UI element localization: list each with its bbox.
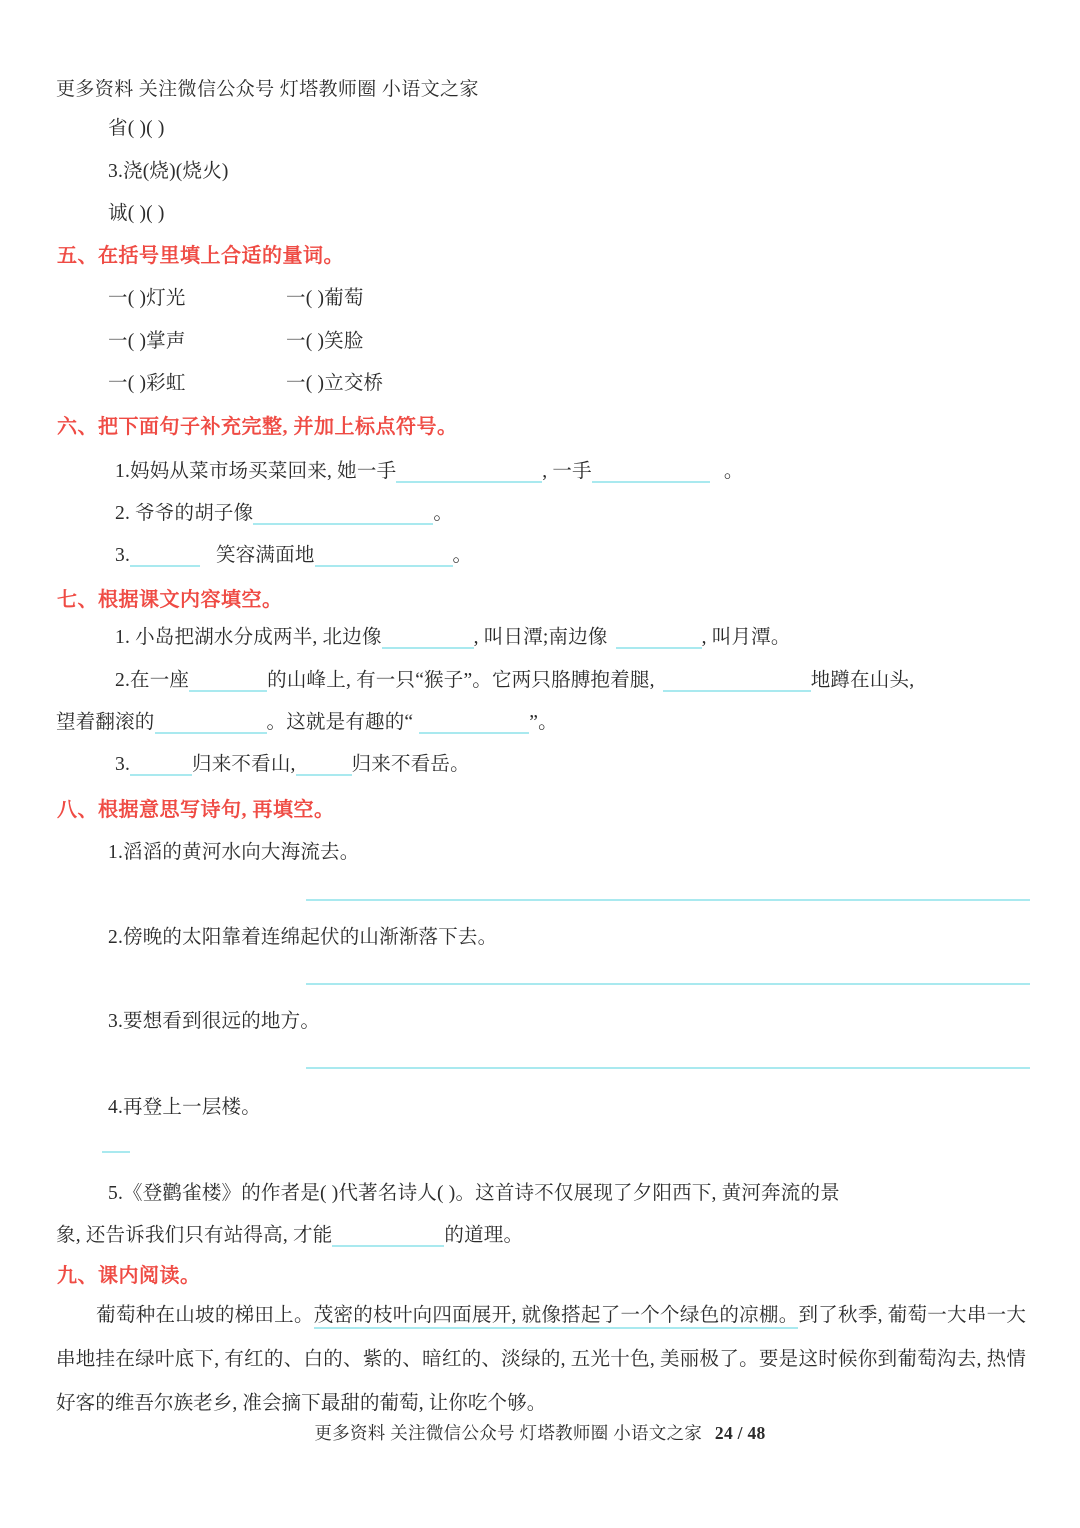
section7-q2-text-c: 地蹲在山头, xyxy=(810,670,915,691)
section7-q3-blank-1[interactable] xyxy=(130,756,192,776)
section7-q2-text-a: 2.在一座 xyxy=(115,670,190,691)
section6-q1-blank-1[interactable] xyxy=(396,463,542,483)
section6-q1-blank-2[interactable] xyxy=(592,463,710,483)
section8-q1: 1.滔滔的黄河水向大海流去。 xyxy=(108,842,360,863)
section7-q3-text-c: 归来不看岳。 xyxy=(351,754,470,775)
carryover-line-3: 诚( )( ) xyxy=(108,203,165,224)
section7-q1-text-b: , 叫日潭;南边像 xyxy=(473,627,608,648)
section8-q5-text-b: 象, 还告诉我们只有站得高, 才能 xyxy=(56,1225,333,1246)
section8-q5-blank-1[interactable] xyxy=(332,1227,444,1247)
section8-q5-line1: 5.《登鹳雀楼》的作者是( )代著名诗人( )。这首诗不仅展现了夕阳西下, 黄河奔流的景 xyxy=(108,1183,840,1204)
page-footer xyxy=(0,1420,1080,1445)
section6-q3-blank-2[interactable] xyxy=(315,547,453,567)
section5-row-2-left: 一( )彩虹 xyxy=(108,373,186,394)
section7-q3 xyxy=(115,748,470,776)
section7-q2-text-f: ”。 xyxy=(529,712,558,733)
section7-q1-blank-2[interactable] xyxy=(616,629,702,649)
section7-q1 xyxy=(115,621,791,649)
section8-answer-line-4[interactable] xyxy=(102,1151,130,1153)
section9-reading-paragraph xyxy=(56,1294,1026,1426)
section6-q2-text-a: 2. 爷爷的胡子像 xyxy=(115,503,254,524)
section8-q4: 4.再登上一层楼。 xyxy=(108,1097,261,1118)
section5-row-2-right: 一( )立交桥 xyxy=(286,373,384,394)
section7-q2-text-b: 的山峰上, 有一只“猴子”。它两只胳膊抱着腿, xyxy=(267,670,655,691)
section8-q2: 2.傍晚的太阳靠着连绵起伏的山渐渐落下去。 xyxy=(108,927,498,948)
section6-q1-text-c: 。 xyxy=(723,461,744,482)
section7-q2-line1 xyxy=(115,664,914,692)
section5-row-0-right: 一( )葡萄 xyxy=(286,288,364,309)
section8-q5-line2 xyxy=(56,1219,523,1247)
section6-q3-text-b: 笑容满面地 xyxy=(216,545,315,566)
section6-q1-text-a: 1.妈妈从菜市场买菜回来, 她一手 xyxy=(115,461,397,482)
section8-answer-line-1[interactable] xyxy=(306,899,1030,901)
section5-row-1-right: 一( )笑脸 xyxy=(286,331,364,352)
paragraph-underlined-sentence[interactable]: 茂密的枝叶向四面展开, 就像搭起了一个个绿色的凉棚。 xyxy=(314,1305,799,1329)
section8-q3: 3.要想看到很远的地方。 xyxy=(108,1011,321,1032)
section7-q2-line2 xyxy=(56,706,558,734)
section7-q2-blank-2[interactable] xyxy=(663,672,811,692)
section-title-6: 六、把下面句子补充完整, 并加上标点符号。 xyxy=(57,416,458,438)
carryover-line-1: 省( )( ) xyxy=(108,118,165,139)
section-title-8: 八、根据意思写诗句, 再填空。 xyxy=(57,799,335,821)
section6-q3-text-a: 3. xyxy=(115,545,131,566)
section8-answer-line-3[interactable] xyxy=(306,1067,1030,1069)
section6-q3-blank-1[interactable] xyxy=(130,547,200,567)
section7-q3-blank-2[interactable] xyxy=(296,756,352,776)
section6-q3-text-c: 。 xyxy=(452,545,473,566)
paragraph-text-part-2: 到了秋季, 葡萄一大串一大串地挂在绿叶底下, 有红的、白的、紫的、暗红的、淡绿的, 五光十色, 美丽极了。要是这时候你到葡萄沟去, 热情好客的维吾尔族老乡, 准会摘下最甜的葡萄, 让你吃个够。 xyxy=(56,1305,1026,1414)
section-title-7: 七、根据课文内容填空。 xyxy=(57,589,283,611)
section-title-9: 九、课内阅读。 xyxy=(57,1265,201,1287)
section7-q1-text-c: , 叫月潭。 xyxy=(701,627,791,648)
footer-watermark: 更多资料 关注微信公众号 灯塔教师圈 小语文之家 xyxy=(314,1423,703,1443)
section5-row-0-left: 一( )灯光 xyxy=(108,288,186,309)
section6-q2-blank-1[interactable] xyxy=(253,505,433,525)
section7-q2-text-d: 望着翻滚的 xyxy=(56,712,155,733)
section-title-5: 五、在括号里填上合适的量词。 xyxy=(57,245,344,267)
section6-q2 xyxy=(115,497,453,525)
section6-q1 xyxy=(115,455,744,483)
section7-q2-text-e: 。这就是有趣的“ xyxy=(266,712,414,733)
section7-q2-blank-1[interactable] xyxy=(189,672,267,692)
section7-q2-blank-3[interactable] xyxy=(155,714,267,734)
section5-row-1-left: 一( )掌声 xyxy=(108,331,186,352)
section7-q1-text-a: 1. 小岛把湖水分成两半, 北边像 xyxy=(115,627,382,648)
section7-q3-text-a: 3. xyxy=(115,754,131,775)
footer-page-number: 24 / 48 xyxy=(714,1423,766,1443)
section6-q2-text-b: 。 xyxy=(433,503,454,524)
paragraph-text-part-1: 葡萄种在山坡的梯田上。 xyxy=(96,1305,314,1326)
page-watermark-header: 更多资料 关注微信公众号 灯塔教师圈 小语文之家 xyxy=(56,79,479,100)
section8-q5-text-c: 的道理。 xyxy=(444,1225,524,1246)
section7-q2-blank-4[interactable] xyxy=(419,714,529,734)
section6-q1-text-b: , 一手 xyxy=(542,461,592,482)
section8-answer-line-2[interactable] xyxy=(306,983,1030,985)
section7-q1-blank-1[interactable] xyxy=(382,629,474,649)
carryover-line-2: 3.浇(烧)(烧火) xyxy=(108,161,229,182)
section6-q3 xyxy=(115,539,472,567)
section7-q3-text-b: 归来不看山, xyxy=(192,754,296,775)
